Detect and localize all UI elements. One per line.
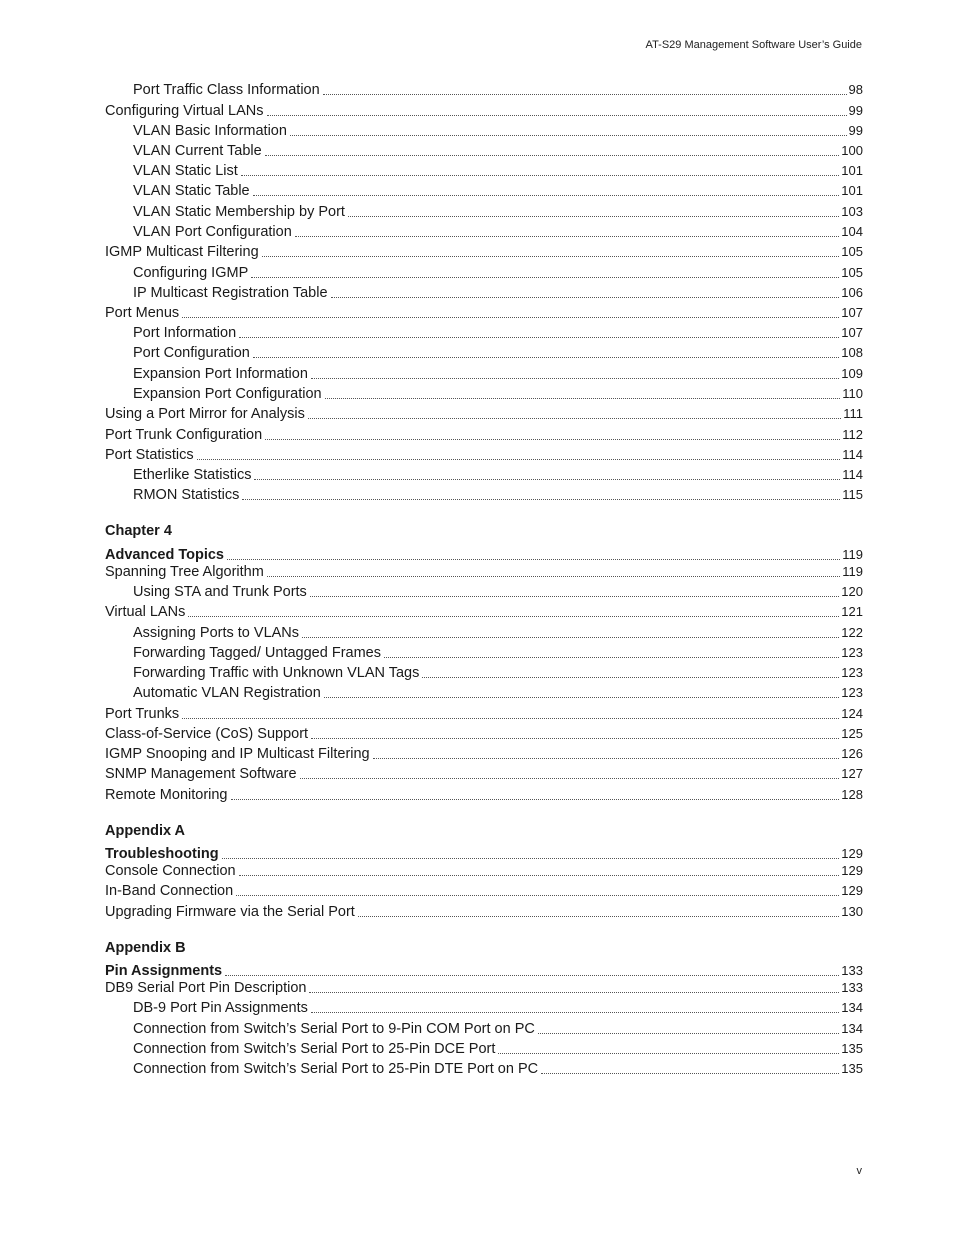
toc-entry[interactable]	[133, 1057, 863, 1077]
toc-entry[interactable]	[133, 220, 863, 240]
toc-entry-title: Forwarding Traffic with Unknown VLAN Tags	[133, 665, 420, 681]
toc-entry-title: Pin Assignments	[105, 963, 223, 979]
toc-entry[interactable]	[105, 560, 863, 580]
toc-entry-page: 99	[848, 103, 863, 118]
dot-leader	[188, 615, 839, 617]
toc-entry-title: Spanning Tree Algorithm	[105, 564, 264, 580]
toc-entry[interactable]	[105, 402, 863, 422]
chapter-heading: Chapter 4	[105, 523, 172, 539]
toc-entry[interactable]	[133, 179, 863, 199]
toc-entry[interactable]	[105, 423, 863, 443]
toc-entry-page: 133	[841, 980, 863, 995]
toc-entry[interactable]	[105, 900, 863, 920]
toc-entry-page: 101	[841, 163, 863, 178]
toc-entry-title: Class-of-Service (CoS) Support	[105, 726, 309, 742]
toc-entry-page: 120	[841, 584, 863, 599]
toc-entry-title: Configuring IGMP	[133, 265, 249, 281]
dot-leader	[310, 595, 839, 597]
toc-entry-title: Connection from Switch’s Serial Port to 25-Pin DCE Port	[133, 1041, 496, 1057]
toc-entry-title: Port Menus	[105, 305, 180, 321]
toc-entry-title: Expansion Port Information	[133, 366, 308, 382]
toc-entry-title: Remote Monitoring	[105, 787, 228, 803]
dot-leader	[182, 717, 839, 719]
dot-leader	[311, 737, 839, 739]
toc-entry-title: Upgrading Firmware via the Serial Port	[105, 904, 355, 920]
dot-leader	[265, 438, 840, 440]
toc-entry-title: DB-9 Port Pin Assignments	[133, 1000, 308, 1016]
toc-entry-title: Connection from Switch’s Serial Port to 25-Pin DTE Port on PC	[133, 1061, 539, 1077]
dot-leader	[308, 417, 841, 419]
toc-entry-title: Virtual LANs	[105, 604, 186, 620]
toc-entry[interactable]	[133, 641, 863, 661]
toc-entry[interactable]	[133, 681, 863, 701]
toc-entry[interactable]	[133, 996, 863, 1016]
dot-leader	[242, 498, 840, 500]
toc-entry-title: Port Statistics	[105, 447, 194, 463]
dot-leader	[358, 915, 839, 917]
dot-leader	[384, 656, 839, 658]
toc-entry-title: Using a Port Mirror for Analysis	[105, 406, 305, 422]
dot-leader	[267, 114, 847, 116]
toc-entry-page: 129	[841, 846, 863, 861]
toc-entry[interactable]	[105, 99, 863, 119]
toc-entry-title: Port Traffic Class Information	[133, 82, 320, 98]
toc-entry[interactable]	[105, 301, 863, 321]
dot-leader	[311, 377, 839, 379]
toc-entry-page: 106	[841, 285, 863, 300]
toc-entry[interactable]	[105, 443, 863, 463]
dot-leader	[251, 276, 839, 278]
toc-entry-title: Troubleshooting	[105, 846, 219, 862]
toc-entry[interactable]	[133, 382, 863, 402]
dot-leader	[182, 316, 839, 318]
toc-entry[interactable]	[133, 119, 863, 139]
toc-entry[interactable]	[133, 281, 863, 301]
toc-entry-page: 107	[841, 305, 863, 320]
dot-leader	[254, 478, 840, 480]
toc-entry-page: 129	[841, 863, 863, 878]
dot-leader	[323, 93, 847, 95]
toc-entry-page: 115	[842, 487, 863, 502]
toc-entry-page: 128	[841, 787, 863, 802]
toc-entry[interactable]	[133, 621, 863, 641]
toc-entry-title: Forwarding Tagged/ Untagged Frames	[133, 645, 381, 661]
toc-entry[interactable]	[105, 600, 863, 620]
toc-entry-title: Assigning Ports to VLANs	[133, 625, 300, 641]
toc-entry-page: 119	[842, 564, 863, 579]
toc-entry-page: 134	[841, 1021, 863, 1036]
toc-entry-page: 114	[842, 447, 863, 462]
toc-entry-page: 130	[841, 904, 863, 919]
toc-entry[interactable]	[105, 742, 863, 762]
dot-leader	[253, 194, 840, 196]
toc-entry-page: 126	[841, 746, 863, 761]
toc-entry[interactable]	[133, 1017, 863, 1037]
dot-leader	[541, 1072, 839, 1074]
dot-leader	[197, 458, 841, 460]
dot-leader	[302, 636, 839, 638]
toc-entry-title: Using STA and Trunk Ports	[133, 584, 307, 600]
toc-entry[interactable]	[133, 139, 863, 159]
toc-entry-page: 135	[841, 1041, 863, 1056]
toc-entry[interactable]	[105, 976, 863, 996]
toc-entry[interactable]	[133, 261, 863, 281]
page-number: v	[856, 1165, 862, 1177]
toc-entry-page: 105	[841, 244, 863, 259]
toc-entry-page: 129	[841, 883, 863, 898]
toc-entry-title: Port Information	[133, 325, 237, 341]
toc-entry-page: 122	[841, 625, 863, 640]
toc-entry-page: 114	[842, 467, 863, 482]
dot-leader	[265, 154, 840, 156]
toc-entry-page: 100	[841, 143, 863, 158]
toc-entry-title: VLAN Basic Information	[133, 123, 287, 139]
toc-entry-title: Automatic VLAN Registration	[133, 685, 321, 701]
dot-leader	[422, 676, 839, 678]
toc-entry-title: Etherlike Statistics	[133, 467, 252, 483]
dot-leader	[231, 798, 840, 800]
toc-entry-title: VLAN Port Configuration	[133, 224, 292, 240]
toc-entry-page: 103	[841, 204, 863, 219]
toc-entry[interactable]	[133, 341, 863, 361]
toc-entry[interactable]	[105, 762, 863, 782]
toc-entry-page: 127	[841, 766, 863, 781]
toc-entry-page: 109	[841, 366, 863, 381]
toc-entry-page: 123	[841, 665, 863, 680]
dot-leader	[311, 1011, 839, 1013]
toc-entry-page: 99	[848, 123, 863, 138]
toc-entry-title: Port Trunks	[105, 706, 180, 722]
toc-entry[interactable]	[133, 661, 863, 681]
toc-entry-page: 108	[841, 345, 863, 360]
toc-entry-title: Port Configuration	[133, 345, 250, 361]
dot-leader	[253, 356, 839, 358]
toc-entry-title: VLAN Static List	[133, 163, 238, 179]
toc-entry-page: 135	[841, 1061, 863, 1076]
toc-entry-page: 111	[843, 406, 863, 421]
dot-leader	[373, 757, 840, 759]
dot-leader	[331, 296, 840, 298]
dot-leader	[241, 174, 840, 176]
toc-entry[interactable]	[105, 702, 863, 722]
dot-leader	[324, 696, 840, 698]
toc-entry-page: 98	[848, 82, 863, 97]
toc-entry[interactable]	[105, 783, 863, 803]
dot-leader	[267, 575, 840, 577]
chapter-heading: Appendix A	[105, 823, 186, 839]
dot-leader	[300, 777, 840, 779]
toc-entry-page: 125	[841, 726, 863, 741]
toc-entry-page: 134	[841, 1000, 863, 1015]
toc-entry-title: Console Connection	[105, 863, 236, 879]
toc-entry[interactable]	[133, 1037, 863, 1057]
toc-entry-page: 107	[841, 325, 863, 340]
toc-entry[interactable]	[133, 362, 863, 382]
table-of-contents	[105, 0, 863, 1235]
toc-entry-page: 110	[842, 386, 863, 401]
toc-entry[interactable]	[133, 580, 863, 600]
toc-entry-page: 101	[841, 183, 863, 198]
dot-leader	[348, 215, 839, 217]
toc-entry-page: 104	[841, 224, 863, 239]
toc-entry-page: 112	[842, 427, 863, 442]
toc-entry[interactable]	[133, 483, 863, 503]
dot-leader	[290, 134, 847, 136]
dot-leader	[236, 894, 839, 896]
toc-entry-title: IGMP Snooping and IP Multicast Filtering	[105, 746, 370, 762]
toc-entry-title: IGMP Multicast Filtering	[105, 244, 259, 260]
running-header: AT-S29 Management Software User’s Guide	[645, 39, 862, 51]
dot-leader	[295, 235, 840, 237]
toc-entry-page: 133	[841, 963, 863, 978]
dot-leader	[309, 991, 839, 993]
toc-entry-title: Port Trunk Configuration	[105, 427, 263, 443]
toc-entry[interactable]	[105, 859, 863, 879]
toc-entry[interactable]	[105, 879, 863, 899]
toc-entry-title: RMON Statistics	[133, 487, 240, 503]
chapter-heading: Appendix B	[105, 940, 186, 956]
toc-entry-title: Connection from Switch’s Serial Port to 9-Pin COM Port on PC	[133, 1021, 535, 1037]
toc-entry[interactable]	[133, 463, 863, 483]
dot-leader	[325, 397, 841, 399]
toc-entry-title: DB9 Serial Port Pin Description	[105, 980, 307, 996]
dot-leader	[538, 1032, 839, 1034]
dot-leader	[239, 874, 840, 876]
toc-entry-page: 123	[841, 645, 863, 660]
dot-leader	[498, 1052, 839, 1054]
toc-entry-title: IP Multicast Registration Table	[133, 285, 328, 301]
toc-entry[interactable]	[105, 722, 863, 742]
toc-entry-title: VLAN Static Membership by Port	[133, 204, 345, 220]
toc-entry-title: VLAN Current Table	[133, 143, 262, 159]
toc-entry-page: 105	[841, 265, 863, 280]
dot-leader	[262, 255, 840, 257]
dot-leader	[239, 336, 839, 338]
toc-entry-page: 124	[841, 706, 863, 721]
toc-entry-title: Expansion Port Configuration	[133, 386, 322, 402]
toc-entry-page: 123	[841, 685, 863, 700]
toc-entry-title: VLAN Static Table	[133, 183, 250, 199]
toc-entry-title: SNMP Management Software	[105, 766, 297, 782]
toc-entry[interactable]	[133, 200, 863, 220]
toc-entry[interactable]	[105, 240, 863, 260]
toc-entry[interactable]	[133, 159, 863, 179]
toc-entry-page: 119	[842, 547, 863, 562]
toc-entry-page: 121	[841, 604, 863, 619]
toc-entry-title: Advanced Topics	[105, 547, 224, 563]
toc-entry-title: In-Band Connection	[105, 883, 234, 899]
toc-entry[interactable]	[133, 321, 863, 341]
toc-entry[interactable]	[133, 78, 863, 98]
toc-entry-title: Configuring Virtual LANs	[105, 103, 264, 119]
